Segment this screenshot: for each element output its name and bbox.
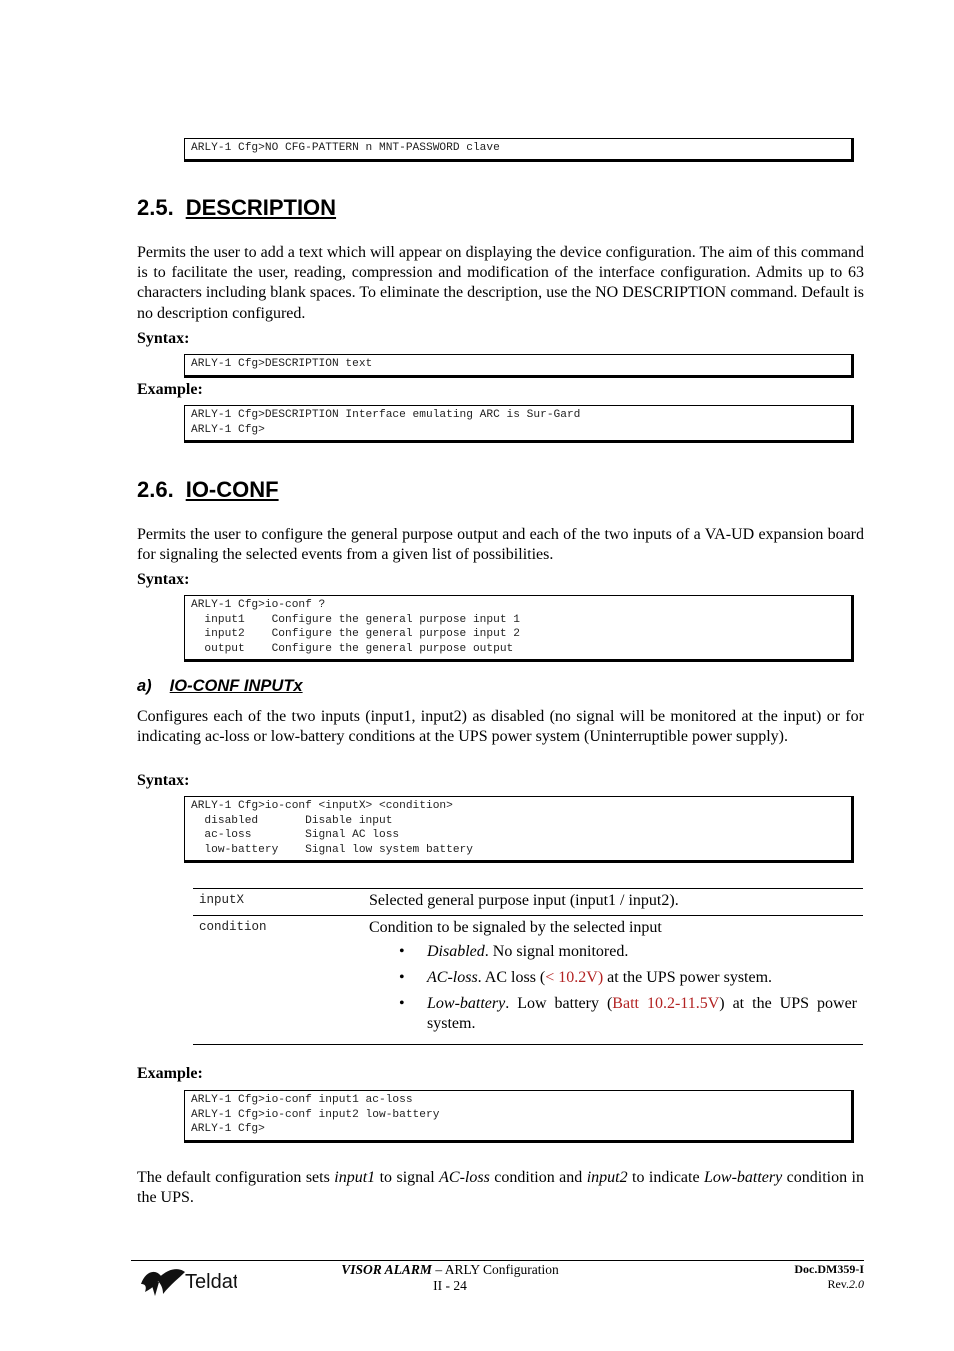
voltage-value: Batt 10.2-11.5V: [612, 995, 720, 1012]
description-syntax-code: ARLY-1 Cfg>DESCRIPTION text: [184, 354, 854, 378]
section-number: 2.5.: [137, 195, 174, 220]
param-desc: Selected general purpose input (input1 / input2).: [369, 892, 679, 909]
io-conf-body: Permits the user to configure the general purpose output and each of the two inputs of a VA-UD expansion board for signaling the selected events from a given list of possibilities.: [137, 526, 864, 564]
param-name: inputX: [199, 893, 245, 907]
section-heading-io-conf: [137, 477, 279, 503]
param-name: condition: [199, 920, 267, 934]
term: AC-loss: [427, 969, 478, 986]
logo-text: Teldat: [185, 1271, 237, 1293]
footer-center: VISOR ALARM – ARLY Configuration II - 24: [300, 1262, 600, 1294]
table-row: [193, 915, 863, 1044]
syntax-label: Syntax:: [137, 330, 190, 347]
voltage-value: < 10.2V): [545, 969, 604, 986]
table-row: [193, 889, 863, 915]
list-item: • Low-battery. Low battery (Batt 10.2-11.5V) at the UPS power system.: [427, 994, 857, 1034]
inputx-syntax-code: ARLY-1 Cfg>io-conf <inputX> <condition> disabled Disable input ac-loss Signal AC loss low-battery Signal low system battery: [184, 796, 854, 863]
section-title: DESCRIPTION: [185, 195, 337, 220]
section-title: IO-CONF: [185, 477, 279, 502]
list-item: • Disabled. No signal monitored.: [427, 942, 857, 962]
page-number: II - 24: [433, 1278, 467, 1293]
example-label: Example:: [137, 381, 203, 398]
list-item: • AC-loss. AC loss (< 10.2V) at the UPS power system.: [427, 968, 857, 988]
teldat-logo: [137, 1262, 237, 1298]
footer-doc-info: Doc.DM359-I Rev.2.0: [794, 1262, 864, 1291]
product-name: VISOR ALARM: [341, 1262, 432, 1277]
inputx-example-code: ARLY-1 Cfg>io-conf input1 ac-loss ARLY-1 Cfg>io-conf input2 low-battery ARLY-1 Cfg>: [184, 1090, 854, 1143]
syntax-label: Syntax:: [137, 571, 190, 588]
revision: 2.0: [849, 1277, 864, 1291]
param-desc: [369, 916, 863, 1044]
section-heading-description: [137, 195, 336, 221]
term: Disabled: [427, 943, 485, 960]
condition-list: [369, 942, 857, 1034]
section-number: 2.6.: [137, 477, 174, 502]
inputx-body: Configures each of the two inputs (input1, input2) as disabled (no signal will be monitored at the input) or for indicating ac-loss or low-battery conditions at the UPS power system (Uninterruptible power supply).: [137, 708, 864, 746]
bird-logo-icon: [137, 1262, 237, 1298]
io-conf-syntax-code: ARLY-1 Cfg>io-conf ? input1 Configure the general purpose input 1 input2 Configure the general purpose input 2 output Configure the general purpose output: [184, 595, 854, 662]
example-label: Example:: [137, 1065, 203, 1082]
footer-divider: [131, 1260, 864, 1261]
description-body: Permits the user to add a text which will appear on displaying the device configuration. The aim of this command is to facilitate the user, reading, compression and modification of the interface configuration. Admits up to 63 characters including blank spaces. To eliminate the description, use the NO DESCRIPTION command. Default is no description configured.: [137, 244, 864, 322]
subsection-letter: a): [137, 677, 152, 695]
parameter-table: [193, 888, 863, 1045]
syntax-label: Syntax:: [137, 772, 190, 789]
closing-paragraph: The default configuration sets input1 to signal AC-loss condition and input2 to indicate Low-battery condition in the UPS.: [137, 1169, 865, 1207]
subsection-heading-io-conf-inputx: [137, 676, 303, 696]
condition-desc: Condition to be signaled by the selected input: [369, 919, 662, 936]
term: Low-battery: [427, 995, 506, 1012]
top-code-box: ARLY-1 Cfg>NO CFG-PATTERN n MNT-PASSWORD clave: [184, 138, 854, 162]
description-example-code: ARLY-1 Cfg>DESCRIPTION Interface emulating ARC is Sur-Gard ARLY-1 Cfg>: [184, 405, 854, 443]
doc-id: Doc.DM359-I: [794, 1262, 864, 1276]
subsection-title: IO-CONF INPUTx: [169, 677, 303, 695]
